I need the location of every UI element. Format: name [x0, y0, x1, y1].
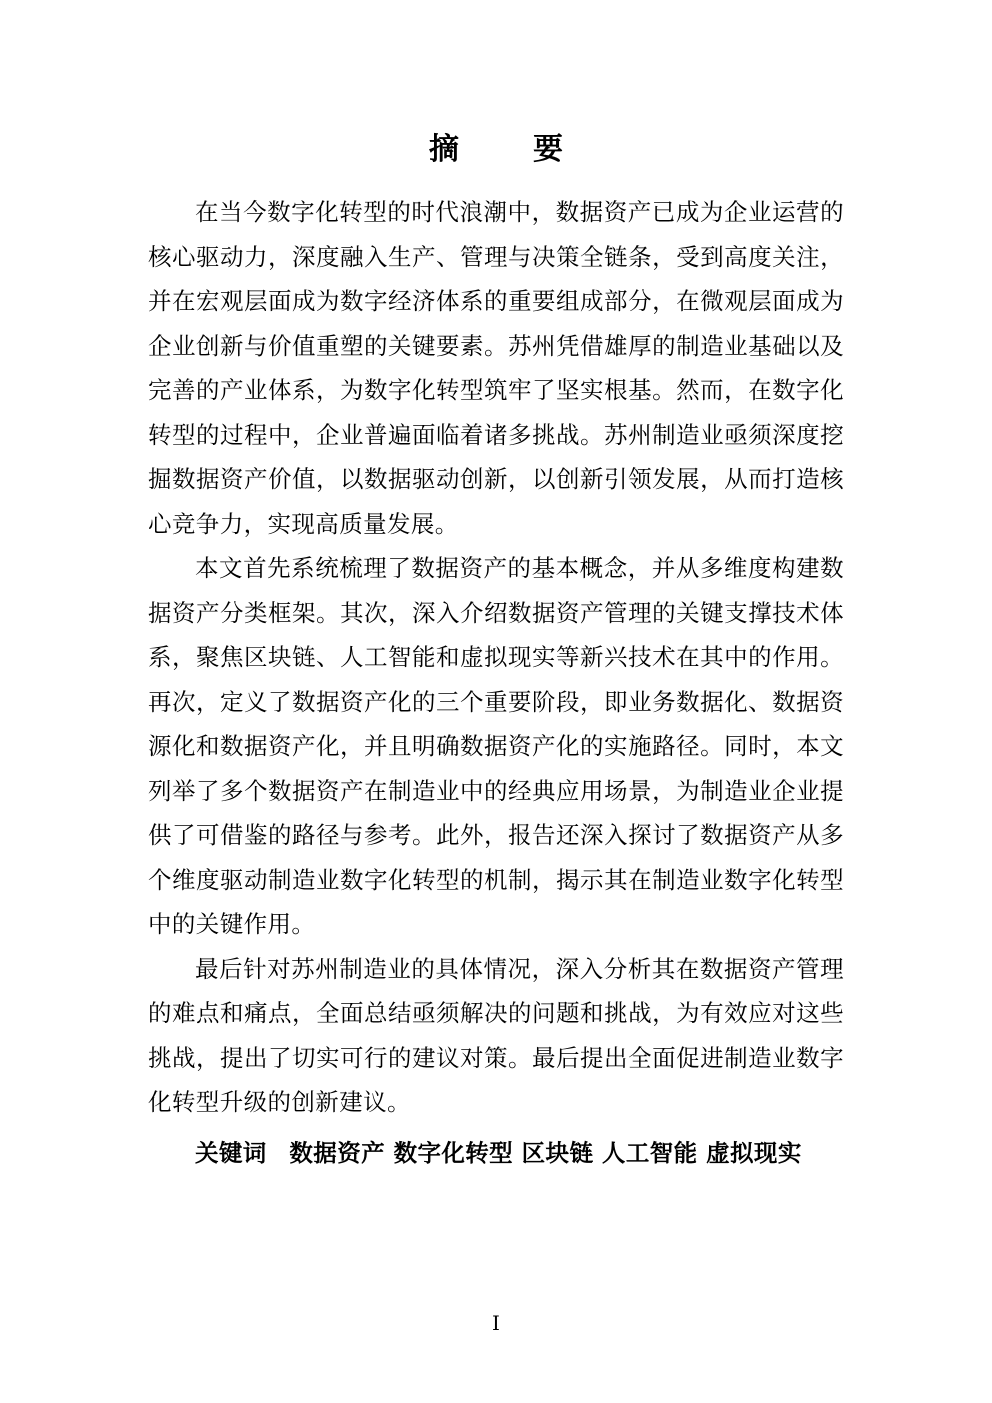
abstract-paragraph-3: 最后针对苏州制造业的具体情况，深入分析其在数据资产管理的难点和痛点，全面总结亟须解决的问题和挑战，为有效应对这些挑战，提出了切实可行的建议对策。最后提出全面促进制造业数字化转型升级的创新建议。: [148, 954, 844, 1116]
keywords-items: 数据资产 数字化转型 区块链 人工智能 虚拟现实: [289, 1138, 802, 1167]
keywords-line: [148, 1131, 844, 1176]
abstract-paragraph-1: 在当今数字化转型的时代浪潮中，数据资产已成为企业运营的核心驱动力，深度融入生产、管理与决策全链条，受到高度关注，并在宏观层面成为数字经济体系的重要组成部分，在微观层面成为企业创新与价值重塑的关键要素。苏州凭借雄厚的制造业基础以及完善的产业体系，为数字化转型筑牢了坚实根基。然而，在数字化转型的过程中，企业普遍面临着诸多挑战。苏州制造业亟须深度挖掘数据资产价值，以数据驱动创新，以创新引领发展，从而打造核心竞争力，实现高质量发展。: [148, 198, 844, 538]
abstract-paragraph-2: 本文首先系统梳理了数据资产的基本概念，并从多维度构建数据资产分类框架。其次，深入介绍数据资产管理的关键支撑技术体系，聚焦区块链、人工智能和虚拟现实等新兴技术在其中的作用。再次，定义了数据资产化的三个重要阶段，即业务数据化、数据资源化和数据资产化，并且明确数据资产化的实施路径。同时，本文列举了多个数据资产在制造业中的经典应用场景，为制造业企业提供了可借鉴的路径与参考。此外，报告还深入探讨了数据资产从多个维度驱动制造业数字化转型的机制，揭示其在制造业数字化转型中的关键作用。: [148, 554, 844, 938]
abstract-body: [148, 190, 844, 1125]
page-title: 摘 要: [429, 132, 585, 167]
keywords-label: 关键词: [195, 1138, 267, 1167]
page-number: I: [492, 1311, 500, 1335]
